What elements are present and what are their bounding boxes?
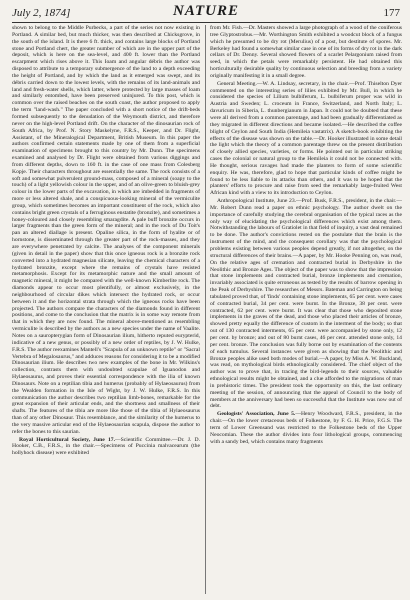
header-rule xyxy=(12,22,400,23)
paragraph-text: shown to belong to the Middle Purbecks, a part of the series not now existing in Portland. A similar bed, but much thicker, was then described at Chicksgrove, in the south of the island. It is there 6 ft. thick, and contains large blocks of Portland stone and Portland chert, the greater number of which are in the upper part of the deposit, which is here on the sea-level, and 400 ft. lower than the Portland escarpment which rises above it. This Ioam and angular débris the author was disposed to attribute to a temporary submergence of the land to a depth exceeding the height of Portland, and by which the land as it emerged was swept, and its débris carried down to the lowest levels, with the remains of its land-animals and land and fresh-water shells, which latter, where protected by large masses of loam and similarly entombed, have been preserved uninjured. To this post, which is common over the raised beaches on the south coast, the author proposed to apply the term "land-wash." The paper concluded with a short notice of the drift-beds formed subsequently to the denudation of the Weymouth district, and therefore never on the high-level Portland drift. On the character of the dinosaurian rock of South Africa, by Prof. N. Story Maskelyne, F.R.S., Keeper, and Dr. Flight, Assistant, of the Mineralogical Department, British Museum. In this paper the authors confirmed certain statements made by one of them from a superficial examination of specimens brought to this country by Mr. Dunn. The specimens examined and analysed by Dr. Flight were obtained from various diggings and from different depths, down to 160 ft. in the case of one mass from Colesberg Kopje. Their characters throughout are essentially the same. The rock consists of a soft and somewhat pulverulent ground-mass, composed of a mineral (soapy to the touch) of a light yellowish colour in the upper, and of an olive-green to bluish-grey colour in the lower parts of the excavation, in which are imbedded in fragments of more or less altered shale, and a conspicuous-looking mineral of the vermiculite group, which sometimes becomes an important constituent of the rock, which also contains bright green crystals of a ferruginous enstatite (bronzite), and sometimes a honey-coloured and closely resembling smaragdite. A pale buff bronzite occurs in larger fragments than the green form of the mineral; and in the rock of Du Toit's pan an altered diallage is present. Opaline silica, in the form of hyalite or of hornstone, is disseminated through the greater part of the rock-masses, and they are everywhere penetrated by calcite. The analyses of the component minerals (given in detail in the paper) show that this once igneous rock is a bronzite rock converted into a hydrated magnesian silicate, leaving the chemical characters of a hydrated bronzite, except where the remains of crystals have resisted metamorphosis. Except for its metamorphic nature and the small amount of magnetic mineral, it might be compared with the well-known Kimberlite rock. The diamonds appear to occur most plentifully, or almost exclusively, in the neighbourhood of circular dikes which intersect the hydrated rock, or occur between it and the horizontal strata through which the igneous rocks have been projected. The authors compare the characters of the diamonds found in different positions, and come to the conclusion that the matrix is in some way remote from that in which they are now found. The mineral above-mentioned as resembling vermiculite is described by the authors as a new species under the name of Vaalite. Notes on a sauropterygian form of Dinosaurian ilium, hitherto reputed eurypterid, indicative of a new genus, or possibly of a new order of reptiles, by J. W. Hulke, F.R.S. The author reexamines Mantell's "Scapula of an unknown reptile" or "Sacral Vertebra of Megalosaurus," and adduces reasons for considering it to be a modified Dinosaurian ilium. He describes two new examples of the bone in Mr. Wilkins's collection, contrasts them with undoubted scapulae of Iguanodon and Hylaeosaurus, and proves their essential correspondence with the ilia of known Dinosaurs. Note on a reptilian tibia and humerus (probably of Hylaeosaurus) from the Wealden formation in the Isle of Wight, by J. W. Hulke, F.R.S. In this communication the author describes two reptilian limb-bones, remarkable for the great expansion of their articular ends, and the shortness and smallness of their shafts. The features of the tibia are more like those of the tibia of Hylaeosaurus than of any other Dinosaur. This resemblance, and the similarity of the humerus to the very massive articular end of the Hylaeosaurian scapula, dispose the author to refer the bones to this saurian. xyxy=(12,25,200,435)
issue-date: July 2, 1874] xyxy=(12,7,71,19)
paragraph xyxy=(210,198,402,410)
section-heading: Royal Horticultural Society, June 17. xyxy=(19,436,115,443)
paragraph-text: from Mr. Fish.—Dr. Masters showed a large photograph of a wood of the coniferous tree Glyptostrobus.—Mr. Worthington Smith exhibited a woodcut block of a fungus which he presumed to be dry rot (Merulius) of a post, but destitute of spores. Mr. Berkeley had found a somewhat similar case in one of its forms of dry rot in the dark cellars of Dr. Denny. Several showed flowers of a scarlet Pelargonium raised from seed, in which the petals were remarkably persistent. He had obtained this horticulturally desirable quality by continuous selection and breeding from a variety originally manifesting it in a small degree. xyxy=(210,25,402,79)
section-heading: Geologists' Association, June 5. xyxy=(217,411,296,418)
left-column xyxy=(12,25,200,596)
page-header xyxy=(12,2,400,24)
paragraph xyxy=(210,25,402,80)
right-column xyxy=(210,25,402,596)
paragraph-text: —Henry Woodward, F.R.S., president, in the chair.—On the lower cretaceous beds of Folkestone, by F. G. H. Price, F.G.S. The term of Lower Greensand was restricted to the Folkestone beds of the Upper Neocomian. These the author divides into four lithological groups, commencing with a sandy bed, which contains many fragments xyxy=(210,411,402,445)
paragraph-text: —Scientific Committee.—Dr. J. D. Hooker, C.B., F.R.S., in the chair.—Specimens of Puccinia malvacearum (the hollyhock disease) were exhibited xyxy=(12,436,200,457)
paragraph xyxy=(12,25,200,436)
journal-title: NATURE xyxy=(172,3,239,19)
paragraph xyxy=(210,411,402,445)
paragraph-text: Anthropological Institute, June 23.—Prof. Busk, F.R.S., president, in the chair.—Mr. Robert Dunn read a paper on ethnic psychology. The author dwelt on the importance of carefully studying the cerebral organisation of the typical races as the only way of elucidating the psychological differences which exist among them. Notwithstanding the labours of Gratiolet in that field of inquiry, a vast deal remained to be done. The author's convictions rested on the postulate that the brain is the instrument of the mind, and the consequent corollary was that the psychological problems existing between various peoples depend greatly, if not altogether, on the structural differences of their brains.—A paper, by Mr. Hooke Penning on, was read, On the relative ages of cremation and contracted burial in Derbyshire in the Neolithic and Bronze Ages. The object of the paper was to show that the impression that stone implements and contracted burial, bronze implements and cremation, invariably associated is quite erroneous as tested by the results of barrow opening in the Peak of Derbyshire. The researches of Messrs. Bateman and Carrington on being tabulated proved that, of 'finds' containing stone implements, 65 per cent. were cases of contracted burial, 34 per cent. were burnt. In the Bronze, 38 per cent. were contracted, 62 per cent. were burnt. It was clear that those who deposited stone implements in the graves of the dead, and those who placed their articles of bronze, showed pretty equally the difference of custom in the interment of the body; so that out of 130 contracted interments, 65 per cent. were accompanied by stone only, 12 per cent. by bronze; and out of 80 burnt cases, 46 per cent. attended stone only, 14 per cent. bronze. The conclusion was fully borne out by examination of the contents of each tumulus. Several instances were given as showing that the Neolithic and Bronze peoples alike used both modes of burial.—A paper, by Miss A. W. Buckland, was read, on mythological birds ethnologically considered. The chief object of the author was to prove that, in tracing the bird-legends to their sources, valuable ethnological results might be obtained, and a clue afforded to the migrations of man in prehistoric times. The president took the opportunity on this, the last ordinary meeting of the session, of announcing that the appeal of Council to the body of members at the anniversary had been so successful that the Institute was now out of debt. xyxy=(210,198,402,410)
paragraph-text: General Meeting.—W. A. Lindsay, secretary, in the chair.—Prof. Thiselton Dyer commented on the interesting series of lilies exhibited by Mr. Bull, in which he considered the species of Lilium bulbiferum, L. bulbiferum proper was wild in Austria and Sweden; L. croceum in France, Switzerland, and North Italy; L. davuricum in Siberia, L. thunbergianum in Japan. It could not be doubted that these were all derived from a common parentage, and had been gradually differentiated as they migrated in different directions and became isolated.—He described the coffee blight of Ceylon and South India (Hemileia vastatrix). A sketch-book exhibiting the effects of the disease was shown on the table.—Dr. Hooker illustrated in some detail the light which the theory of a common parentage threw on the present distribution of closely allied species, varieties, or forms. He pointed out in particular striking cases the colonial or natural group to the Hemileia it could not be connected with. He thought, serious ravages had made the planters to form of some scientific enquiry. He was, therefore, glad to hope that particular kinds of coffee might be found to be less liable to its attacks than others, and it was to be hoped that the planters' efforts to procure and raise from seed the remarkably large-fruited West African kind with a view to its introduction to Ceylon. xyxy=(210,80,402,197)
page-number: 177 xyxy=(383,7,400,19)
column-divider xyxy=(205,25,206,594)
paragraph xyxy=(12,437,200,458)
paragraph xyxy=(210,81,402,197)
